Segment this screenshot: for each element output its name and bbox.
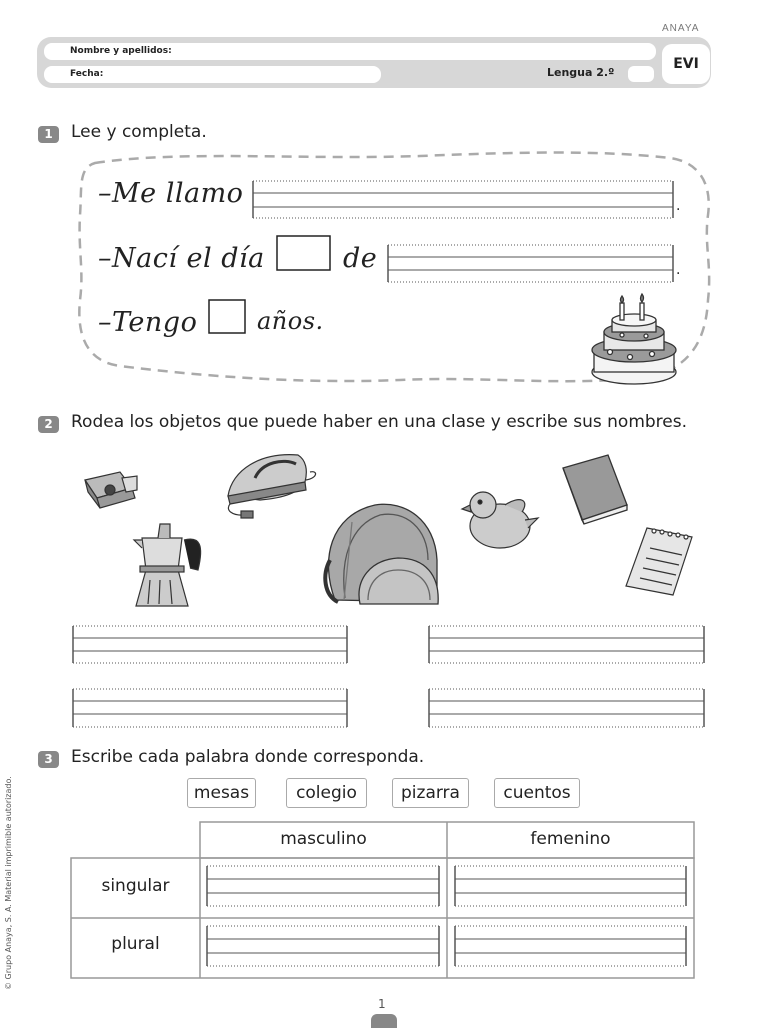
backpack-icon bbox=[325, 504, 438, 604]
exercise-3-title: Escribe cada palabra donde corresponda. bbox=[71, 747, 425, 767]
level-badge: EVI bbox=[662, 44, 710, 84]
row-label-plural: plural bbox=[111, 934, 160, 954]
exercise-2-answer-lines bbox=[73, 626, 704, 727]
subject-label: Lengua 2.º bbox=[547, 66, 615, 79]
period-1: . bbox=[676, 198, 681, 214]
cell-singular-masculino bbox=[207, 866, 439, 906]
line-me-llamo: –Me llamo bbox=[98, 178, 244, 209]
line-de: de bbox=[343, 243, 378, 274]
bird-icon bbox=[462, 492, 538, 548]
publisher-logo: ANAYA bbox=[662, 23, 700, 34]
name-label: Nombre y apellidos: bbox=[70, 46, 172, 56]
word-box-pizarra: pizarra bbox=[392, 778, 469, 808]
word-box-mesas: mesas bbox=[187, 778, 256, 808]
pencil-sharpener-icon bbox=[85, 472, 137, 508]
word-box-cuentos: cuentos bbox=[494, 778, 580, 808]
line-anos: años. bbox=[257, 307, 324, 335]
age-box bbox=[209, 300, 245, 333]
column-header-masculino: masculino bbox=[280, 829, 367, 849]
name-writing-lines bbox=[253, 181, 673, 218]
period-2: . bbox=[676, 262, 681, 278]
exercise-2-number: 2 bbox=[38, 416, 59, 433]
birthday-cake-icon bbox=[592, 294, 676, 384]
cell-plural-masculino bbox=[207, 926, 439, 966]
cell-singular-femenino bbox=[455, 866, 686, 906]
exercise-1-title: Lee y completa. bbox=[71, 122, 207, 142]
iron-icon bbox=[228, 455, 316, 518]
row-label-singular: singular bbox=[101, 876, 170, 896]
line-tengo: –Tengo bbox=[98, 307, 198, 338]
answer-line-4 bbox=[429, 689, 704, 727]
answer-line-3 bbox=[73, 689, 347, 727]
date-label: Fecha: bbox=[70, 69, 104, 79]
exercise-3-number: 3 bbox=[38, 751, 59, 768]
book-icon bbox=[563, 455, 627, 524]
day-box bbox=[277, 236, 330, 270]
cell-plural-femenino bbox=[455, 926, 686, 966]
column-header-femenino: femenino bbox=[530, 829, 611, 849]
exercise-1-number: 1 bbox=[38, 126, 59, 143]
copyright-notice: © Grupo Anaya, S. A. Material imprimible autorizado. bbox=[4, 776, 13, 990]
page-tab bbox=[371, 1014, 397, 1028]
line-naci-el-dia: –Nací el día bbox=[98, 243, 265, 274]
word-box-colegio: colegio bbox=[286, 778, 367, 808]
month-writing-lines bbox=[388, 245, 673, 282]
exercise-2-title: Rodea los objetos que puede haber en una clase y escribe sus nombres. bbox=[71, 412, 688, 432]
answer-line-2 bbox=[429, 626, 704, 663]
notepad-icon bbox=[626, 528, 692, 595]
page-number: 1 bbox=[378, 997, 386, 1011]
coffee-pot-icon bbox=[134, 524, 201, 606]
answer-line-1 bbox=[73, 626, 347, 663]
